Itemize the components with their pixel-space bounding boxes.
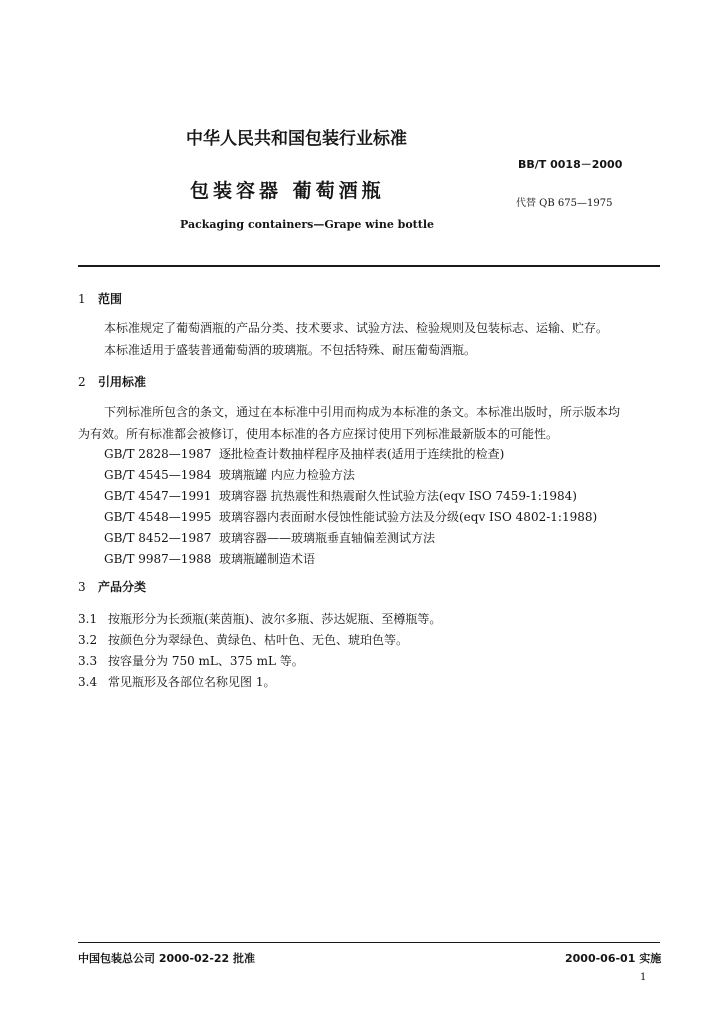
section-title: 产品分类 (98, 580, 147, 594)
reference-code: GB/T 9987—1988 (104, 552, 212, 566)
reference-title: 逐批检查计数抽样程序及抽样表(适用于连续批的检查) (219, 447, 505, 461)
clause-number: 3.2 (78, 633, 98, 647)
clause-item (78, 630, 408, 650)
section-title: 引用标准 (98, 375, 147, 389)
header-rule (78, 265, 660, 267)
section-number: 3 (78, 580, 86, 594)
reference-title: 玻璃容器内表面耐水侵蚀性能试验方法及分级(eqv ISO 4802-1:1988) (219, 510, 598, 524)
section-title: 范围 (98, 292, 123, 306)
page-number: 1 (640, 972, 647, 983)
approval-line: 中国包装总公司 2000-02-22 批准 (78, 952, 256, 965)
clause-text: 常见瓶形及各部位名称见图 1。 (108, 675, 276, 689)
clause-item (78, 651, 304, 671)
clause-text: 按颜色分为翠绿色、黄绿色、枯叶色、无色、琥珀色等。 (108, 633, 409, 647)
scope-paragraph-2: 本标准适用于盛装普通葡萄酒的玻璃瓶。不包括特殊、耐压葡萄酒瓶。 (104, 343, 477, 357)
reference-title: 玻璃容器——玻璃瓶垂直轴偏差测试方法 (219, 531, 436, 545)
effective-date: 2000-06-01 实施 (565, 952, 662, 965)
reference-code: GB/T 8452—1987 (104, 531, 212, 545)
clause-text: 按容量分为 750 mL、375 mL 等。 (108, 654, 304, 668)
issuer-title: 中华人民共和国包装行业标准 (186, 129, 407, 149)
references-intro-line-1: 下列标准所包含的条文，通过在本标准中引用而构成为本标准的条文。本标准出版时，所示版本均 (104, 405, 621, 419)
reference-item (104, 507, 597, 527)
reference-code: GB/T 2828—1987 (104, 447, 212, 461)
clause-number: 3.1 (78, 612, 98, 626)
clause-item (78, 609, 441, 629)
section-3-heading (78, 578, 146, 595)
clause-number: 3.3 (78, 654, 98, 668)
reference-code: GB/T 4547—1991 (104, 489, 212, 503)
clause-item (78, 672, 275, 692)
reference-item (104, 465, 355, 485)
section-number: 2 (78, 375, 86, 389)
reference-title: 玻璃瓶罐 内应力检验方法 (219, 468, 355, 482)
reference-code: GB/T 4548—1995 (104, 510, 212, 524)
clause-number: 3.4 (78, 675, 98, 689)
reference-code: GB/T 4545—1984 (104, 468, 212, 482)
reference-item (104, 549, 315, 569)
references-intro-line-2: 为有效。所有标准都会被修订，使用本标准的各方应探讨使用下列标准最新版本的可能性。 (78, 427, 559, 441)
reference-item (104, 528, 435, 548)
section-2-heading (78, 373, 146, 390)
footer-rule (78, 942, 660, 943)
replaces-note: 代替 QB 675—1975 (516, 198, 613, 209)
reference-item (104, 486, 577, 506)
english-title: Packaging containers—Grape wine bottle (180, 218, 435, 231)
scope-paragraph-1: 本标准规定了葡萄酒瓶的产品分类、技术要求、试验方法、检验规则及包装标志、运输、贮存。 (104, 321, 609, 335)
section-number: 1 (78, 292, 86, 306)
reference-title: 玻璃容器 抗热震性和热震耐久性试验方法(eqv ISO 7459-1:1984) (219, 489, 577, 503)
document-title: 包装容器 葡萄酒瓶 (190, 180, 385, 202)
reference-title: 玻璃瓶罐制造术语 (219, 552, 316, 566)
section-1-heading (78, 290, 122, 307)
clause-text: 按瓶形分为长颈瓶(莱茵瓶)、波尔多瓶、莎达妮瓶、至樽瓶等。 (108, 612, 442, 626)
reference-item (104, 444, 504, 464)
standard-number: BB/T 0018－2000 (518, 158, 623, 171)
